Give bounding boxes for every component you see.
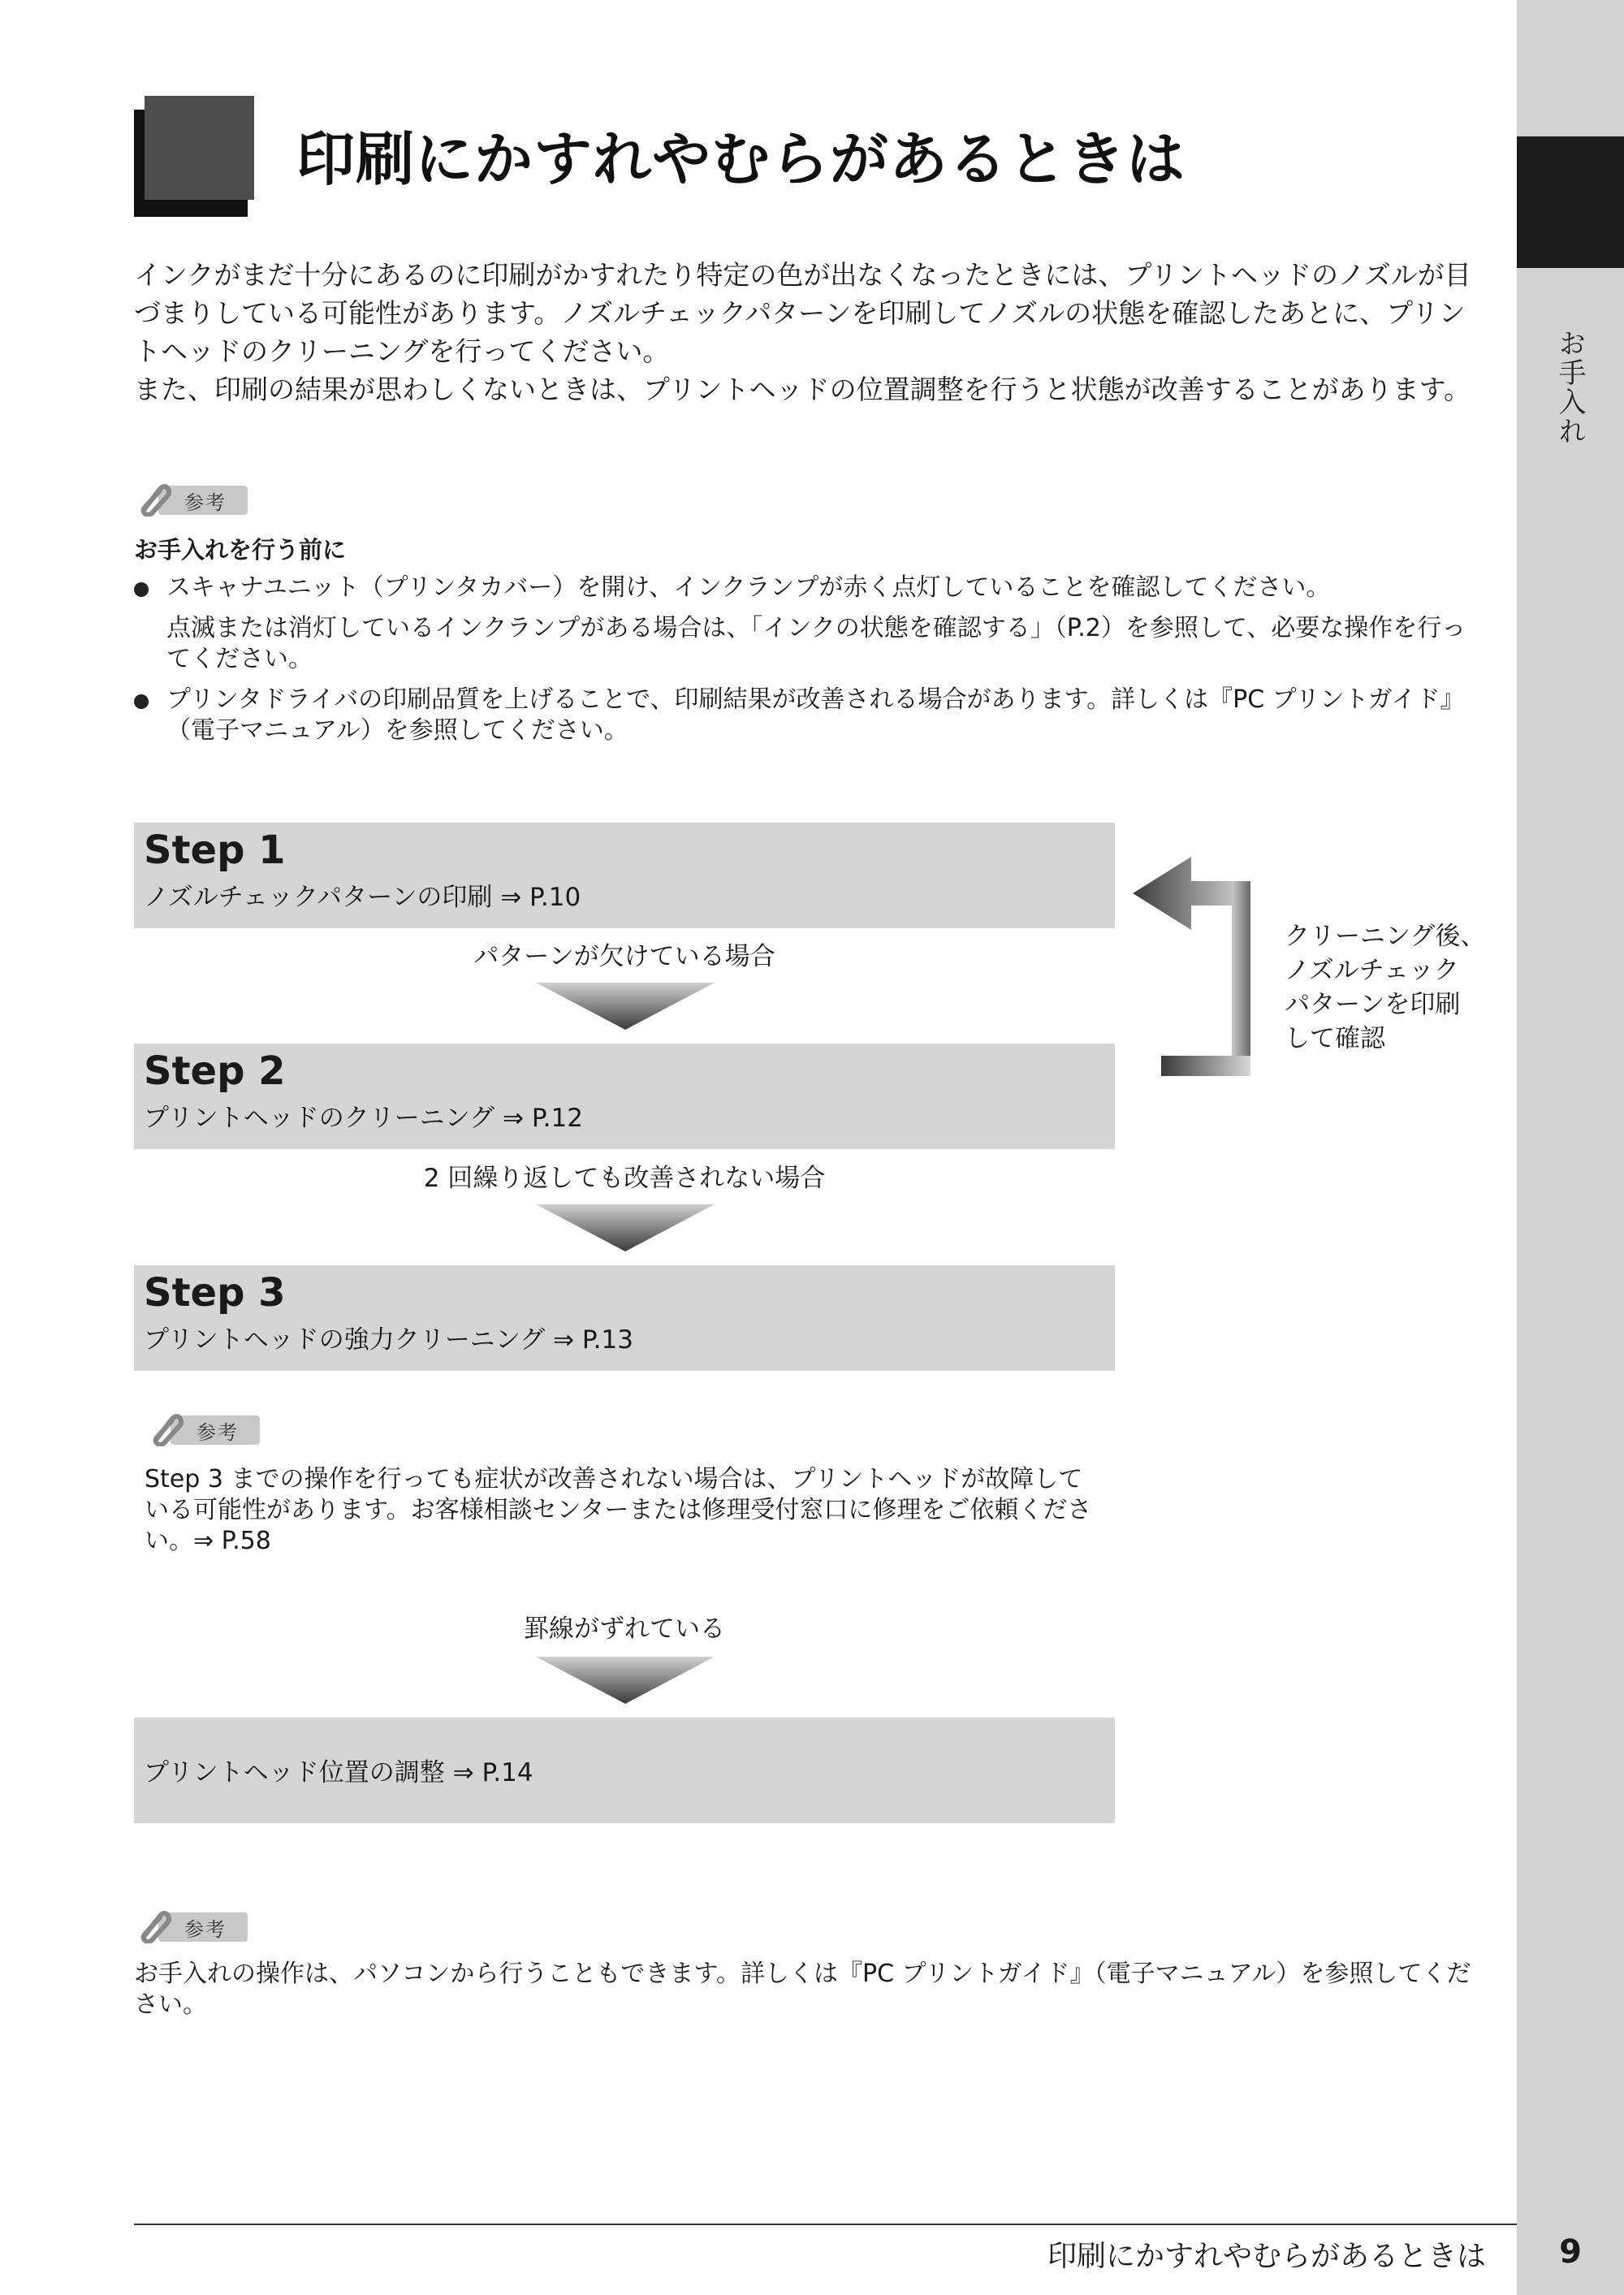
paperclip-icon bbox=[136, 481, 173, 516]
head-alignment-desc: プリントヘッド位置の調整 ⇒ P.14 bbox=[144, 1758, 533, 1787]
loop-label: クリーニング後、 ノズルチェック パターンを印刷 して確認 bbox=[1285, 922, 1486, 1053]
bullet-icon bbox=[134, 582, 149, 597]
condition-1-label: パターンが欠けている場合 bbox=[473, 942, 775, 971]
step-3-note: Step 3 までの操作を行っても症状が改善されない場合は、プリントヘッドが故障している可能性があります。お客様相談センターまたは修理受付窓口に修理をご依頼ください。⇒ P.58 bbox=[145, 1465, 1092, 1555]
loop-arrow-icon bbox=[1133, 857, 1255, 1084]
note-badge bbox=[146, 1409, 260, 1446]
page-number-box bbox=[1517, 2224, 1624, 2295]
note-badge-label: 参考 bbox=[184, 1918, 227, 1941]
note-badge bbox=[134, 1906, 248, 1943]
step-2-desc: プリントヘッドのクリーニング ⇒ P.12 bbox=[144, 1104, 583, 1133]
page-number: 9 bbox=[1559, 2233, 1582, 2271]
list-item-detail: 点滅または消灯しているインクランプがある場合は、「インクの状態を確認する」（P.2）を参照して、必要な操作を行ってください。 bbox=[166, 614, 1466, 673]
maintenance-note: お手入れの操作は、パソコンから行うこともできます。詳しくは『PC プリントガイド』（電子マニュアル）を参照してください。 bbox=[134, 1960, 1471, 2019]
condition-2-label: 2 回繰り返しても改善されない場合 bbox=[423, 1164, 826, 1193]
head-alignment-box bbox=[134, 1718, 1115, 1823]
step-1-box bbox=[134, 823, 1115, 928]
down-arrow-icon bbox=[536, 1657, 715, 1705]
note-badge bbox=[134, 479, 248, 516]
paperclip-icon bbox=[136, 1908, 173, 1943]
side-tab-marker bbox=[1517, 136, 1624, 268]
down-arrow-icon bbox=[536, 983, 715, 1031]
note-badge-label: 参考 bbox=[184, 491, 227, 514]
intro-paragraph-1: インクがまだ十分にあるのに印刷がかすれたり特定の色が出なくなったときには、プリントヘッドのノズルが目づまりしている可能性があります。ノズルチェックパターンを印刷してノズルの状態を確認したあとに、プリントヘッドのクリーニングを行ってください。 bbox=[134, 259, 1471, 367]
step-1-desc: ノズルチェックパターンの印刷 ⇒ P.10 bbox=[144, 883, 581, 912]
list-item: スキャナユニット（プリンタカバー）を開け、インクランプが赤く点灯していることを確認してください。 bbox=[134, 573, 1474, 603]
note-heading: お手入れを行う前に bbox=[134, 536, 347, 564]
step-3-desc: プリントヘッドの強力クリーニング ⇒ P.13 bbox=[144, 1325, 633, 1355]
bullet-icon bbox=[134, 694, 149, 709]
note-badge-label: 参考 bbox=[197, 1421, 239, 1444]
step-3-title: Step 3 bbox=[144, 1270, 286, 1316]
note-bullet-list bbox=[134, 573, 1474, 756]
step-3-box bbox=[134, 1265, 1115, 1371]
intro-paragraph-2: また、印刷の結果が思わしくないときは、プリントヘッドの位置調整を行うと状態が改善することがあります。 bbox=[134, 374, 1471, 405]
footer-rule bbox=[134, 2224, 1517, 2225]
down-arrow-icon bbox=[536, 1204, 715, 1253]
step-2-title: Step 2 bbox=[144, 1048, 286, 1094]
list-item: プリンタドライバの印刷品質を上げることで、印刷結果が改善される場合があります。詳しくは『PC プリントガイド』（電子マニュアル）を参照してください。 bbox=[134, 685, 1474, 746]
condition-3-label: 罫線がずれている bbox=[524, 1614, 725, 1644]
title-mark bbox=[145, 96, 254, 200]
page-title: 印刷にかすれやむらがあるときは bbox=[296, 125, 1186, 193]
step-2-box bbox=[134, 1044, 1115, 1149]
paperclip-icon bbox=[148, 1411, 185, 1446]
intro-text bbox=[134, 256, 1474, 408]
footer-title: 印刷にかすれやむらがあるときは bbox=[1047, 2240, 1486, 2273]
step-1-title: Step 1 bbox=[144, 828, 286, 873]
side-tab-label: お手入れ bbox=[1553, 329, 1586, 446]
